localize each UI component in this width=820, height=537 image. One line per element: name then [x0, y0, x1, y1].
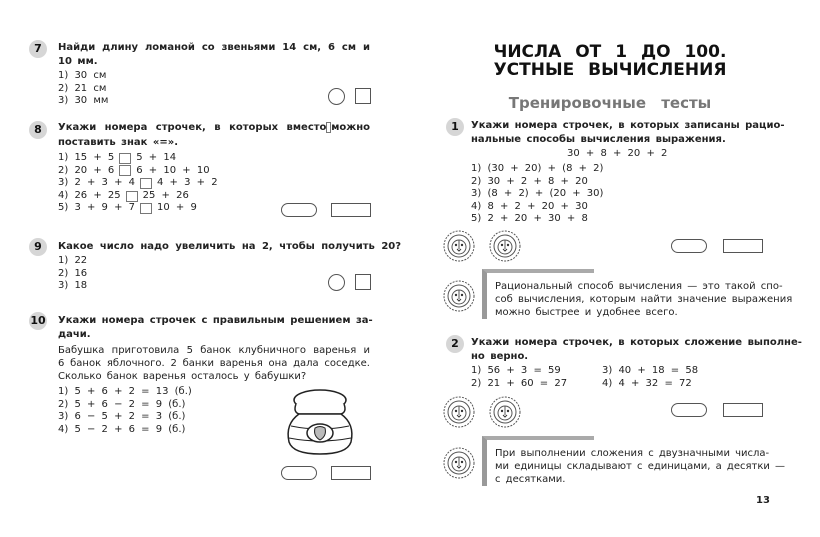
comparison-box[interactable] — [119, 165, 131, 176]
option: 2) 21 см — [58, 82, 107, 94]
option: 2) 5 + 6 − 2 = 9 (б.) — [58, 398, 186, 410]
q8-text-line1 — [58, 122, 370, 133]
q7-text-line2: 10 мм. — [58, 56, 98, 67]
note1-line: можно быстрее и удобнее всего. — [495, 307, 678, 318]
answer-rect[interactable] — [331, 466, 371, 480]
lion-icon — [443, 447, 475, 479]
q2-options-col1 — [471, 365, 567, 390]
answer-oval[interactable] — [671, 403, 707, 417]
q8-text-a: Укажи номера строчек, в которых вместо — [58, 122, 327, 133]
jam-jar-illustration — [283, 388, 357, 456]
option: 5) 2 + 20 + 30 + 8 — [471, 213, 588, 225]
page-number: 13 — [756, 495, 770, 506]
answer-circle[interactable] — [328, 88, 345, 105]
option: 4) 4 + 32 = 72 — [602, 377, 692, 389]
q7-text-line1: Найди длину ломаной со звеньями 14 см, 6 см и — [58, 42, 370, 53]
answer-rect[interactable] — [723, 403, 763, 417]
q10-paragraph-line: Сколько банок варенья осталось у бабушки? — [58, 371, 307, 382]
answer-rect[interactable] — [331, 203, 371, 217]
lion-icon — [489, 396, 521, 428]
q10-paragraph-line: 6 банок яблочного. 2 банки варенья она дала соседке. — [58, 358, 370, 369]
q10-text-line1: Укажи номера строчек с правильным решением за- — [58, 315, 373, 326]
note2-line: ми единицы складывают с единицами, а десятки — — [495, 461, 786, 472]
q10-paragraph-line: Бабушка приготовила 5 банок клубничного варенья и — [58, 345, 370, 356]
q1-expression: 30 + 8 + 20 + 2 — [567, 148, 668, 159]
comparison-box[interactable] — [140, 203, 152, 214]
q9-options — [58, 255, 87, 293]
task-number-8: 8 — [29, 121, 47, 139]
section-title-line2: УСТНЫЕ ВЫЧИСЛЕНИЯ — [493, 60, 727, 80]
comparison-box[interactable] — [140, 178, 152, 189]
note1-line: Рациональный способ вычисления — это такой спо- — [495, 281, 783, 292]
answer-oval[interactable] — [671, 239, 707, 253]
option: 2) 20 + 6 6 + 10 + 10 — [58, 164, 210, 176]
note2-line: с десятками. — [495, 474, 566, 485]
answer-square[interactable] — [355, 274, 371, 290]
task-number-7: 7 — [29, 40, 47, 58]
q2-options-col2 — [602, 365, 698, 390]
task-number-2: 2 — [446, 335, 464, 353]
task-number-10: 10 — [29, 312, 47, 330]
q8-text-line2: поставить знак «=». — [58, 137, 179, 148]
option: 3) 6 − 5 + 2 = 3 (б.) — [58, 411, 186, 423]
option: 2) 30 + 2 + 8 + 20 — [471, 175, 588, 187]
q1-text-line1: Укажи номера строчек, в которых записаны рацио- — [471, 120, 785, 131]
answer-oval[interactable] — [281, 203, 317, 217]
option: 3) 30 мм — [58, 95, 109, 107]
comparison-box[interactable] — [119, 153, 131, 164]
subtitle: Тренировочные тесты — [508, 94, 712, 112]
q9-text: Какое число надо увеличить на 2, чтобы получить 20? — [58, 241, 402, 252]
option: 5) 3 + 9 + 7 10 + 9 — [58, 202, 197, 214]
section-title-line1: ЧИСЛА ОТ 1 ДО 100. — [493, 42, 727, 62]
comparison-box[interactable] — [126, 191, 138, 202]
q1-options — [471, 163, 603, 226]
option: 2) 16 — [58, 267, 88, 279]
option: 3) 2 + 3 + 4 4 + 3 + 2 — [58, 177, 218, 189]
option: 3) 18 — [58, 280, 88, 292]
answer-oval[interactable] — [281, 466, 317, 480]
option: 4) 26 + 25 25 + 26 — [58, 189, 189, 201]
task-number-1: 1 — [446, 118, 464, 136]
q2-text-line2: но верно. — [471, 351, 529, 362]
task-number-9: 9 — [29, 238, 47, 256]
q10-options — [58, 386, 192, 436]
lion-icon — [443, 396, 475, 428]
option: 4) 5 − 2 + 6 = 9 (б.) — [58, 423, 186, 435]
q2-text-line1: Укажи номера строчек, в которых сложение выполне- — [471, 337, 802, 348]
option: 4) 8 + 2 + 20 + 30 — [471, 200, 588, 212]
lion-icon — [443, 230, 475, 262]
q1-text-line2: нальные способы вычисления выражения. — [471, 134, 726, 145]
option: 3) (8 + 2) + (20 + 30) — [471, 188, 604, 200]
lion-icon — [443, 280, 475, 312]
q10-text-line2: дачи. — [58, 329, 91, 340]
answer-rect[interactable] — [723, 239, 763, 253]
option: 1) (30 + 20) + (8 + 2) — [471, 163, 604, 174]
option: 2) 21 + 60 = 27 — [471, 377, 568, 389]
note1-line: соб вычисления, которым найти значение выражения — [495, 294, 793, 305]
option: 1) 56 + 3 = 59 — [471, 365, 561, 376]
option: 1) 22 — [58, 255, 88, 266]
note2-line: При выполнении сложения с двузначными числа- — [495, 448, 770, 459]
q8-options — [58, 152, 218, 215]
lion-icon — [489, 230, 521, 262]
q7-options — [58, 70, 108, 108]
answer-square[interactable] — [355, 88, 371, 104]
option: 1) 5 + 6 + 2 = 13 (б.) — [58, 386, 192, 397]
answer-circle[interactable] — [328, 274, 345, 291]
option: 3) 40 + 18 = 58 — [602, 365, 699, 376]
option: 1) 30 см — [58, 70, 107, 81]
q8-text-b: можно — [331, 122, 370, 133]
option: 1) 15 + 5 5 + 14 — [58, 152, 177, 163]
